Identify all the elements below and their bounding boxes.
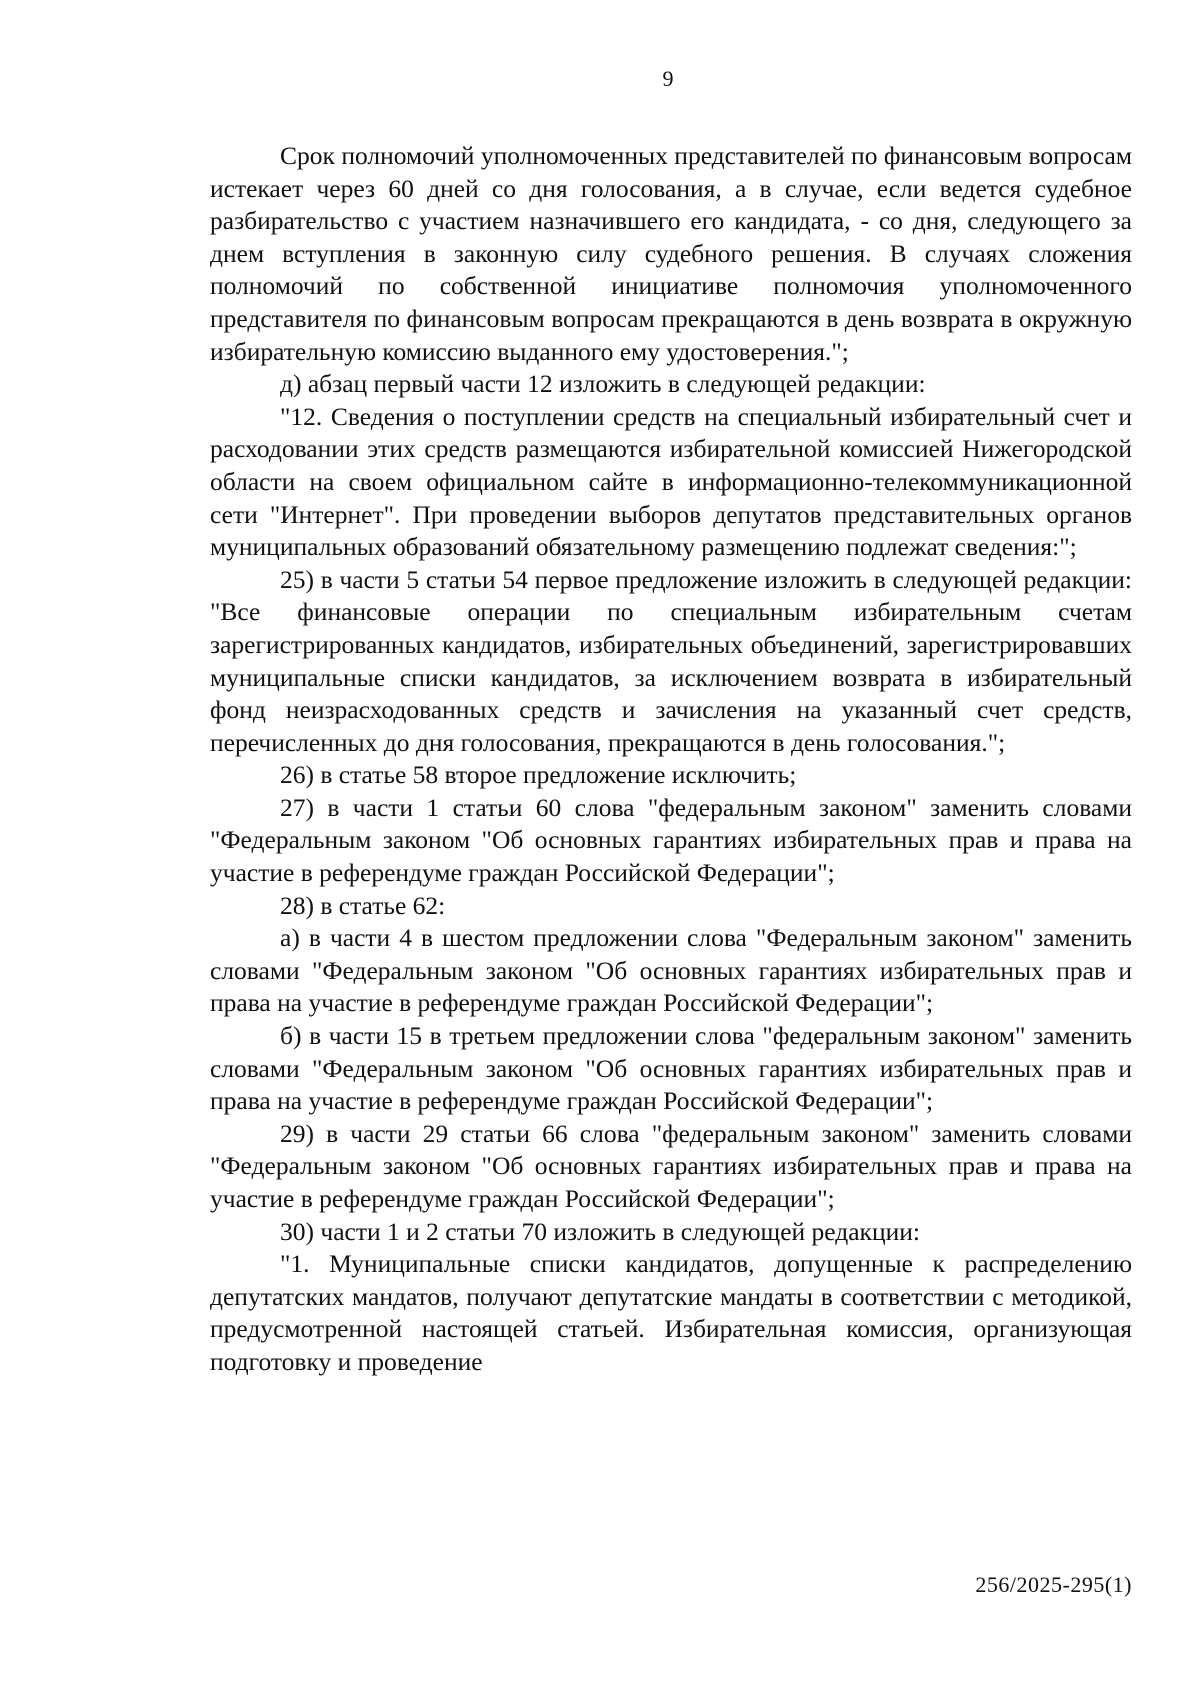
paragraph: д) абзац первый части 12 изложить в следующей редакции: bbox=[280, 369, 926, 399]
paragraph: 25) в части 5 статьи 54 первое предложение изложить в следующей редакции: "Все финансовые операции по специальным избирательным счетам зарегистрированных кандидатов, избирательных объединений, зарегистрировавших муниципальные списки кандидатов, за исключением возврата в избирательный фонд неизрасходованных средств и зачисления на указанный счет средств, перечисленных до дня голосования, прекращаются в день голосования."; bbox=[210, 564, 1132, 757]
paragraph: Срок полномочий уполномоченных представителей по финансовым вопросам истекает через 60 дней со дня голосования, а в случае, если ведется судебное разбирательство с участием назначившего его кандидата, - со дня, следующего за днем вступления в законную силу судебного решения. В случаях сложения полномочий по собственной инициативе полномочия уполномоченного представителя по финансовым вопросам прекращаются в день возврата в окружную избирательную комиссию выданного ему удостоверения."; bbox=[210, 141, 1132, 366]
paragraph: "12. Сведения о поступлении средств на специальный избирательный счет и расходовании этих средств размещаются избирательной комиссией Нижегородской области на своем официальном сайте в информационно-телекоммуникационной сети "Интернет". При проведении выборов депутатов представительных органов муниципальных образований обязательному размещению подлежат сведения:"; bbox=[210, 401, 1132, 562]
paragraph: 26) в статье 58 второе предложение исключить; bbox=[280, 760, 797, 790]
paragraph: 28) в статье 62: bbox=[280, 890, 446, 920]
paragraph: б) в части 15 в третьем предложении слова "федеральным законом" заменить словами "Федеральным законом "Об основных гарантиях избирательных прав и права на участие в референдуме граждан Российской Федерации"; bbox=[210, 1021, 1132, 1116]
paragraph: "1. Муниципальные списки кандидатов, допущенные к распределению депутатских мандатов, получают депутатские мандаты в соответствии с методикой, предусмотренной настоящей статьей. Избирательная комиссия, организующая подготовку и проведение bbox=[210, 1249, 1132, 1376]
paragraph: 29) в части 29 статьи 66 слова "федеральным законом" заменить словами "Федеральным законом "Об основных гарантиях избирательных прав и права на участие в референдуме граждан Российской Федерации"; bbox=[210, 1118, 1132, 1213]
page-number: 9 bbox=[662, 66, 674, 91]
paragraph: 30) части 1 и 2 статьи 70 изложить в следующей редакции: bbox=[280, 1216, 920, 1246]
paragraph: а) в части 4 в шестом предложении слова "Федеральным законом" заменить словами "Федеральным законом "Об основных гарантиях избирательных прав и права на участие в референдуме граждан Российской Федерации"; bbox=[210, 923, 1132, 1018]
document-code: 256/2025-295(1) bbox=[975, 1572, 1132, 1597]
paragraph: 27) в части 1 статьи 60 слова "федеральным законом" заменить словами "Федеральным законом "Об основных гарантиях избирательных прав и права на участие в референдуме граждан Российской Федерации"; bbox=[210, 792, 1132, 888]
document-body bbox=[210, 140, 1132, 1379]
